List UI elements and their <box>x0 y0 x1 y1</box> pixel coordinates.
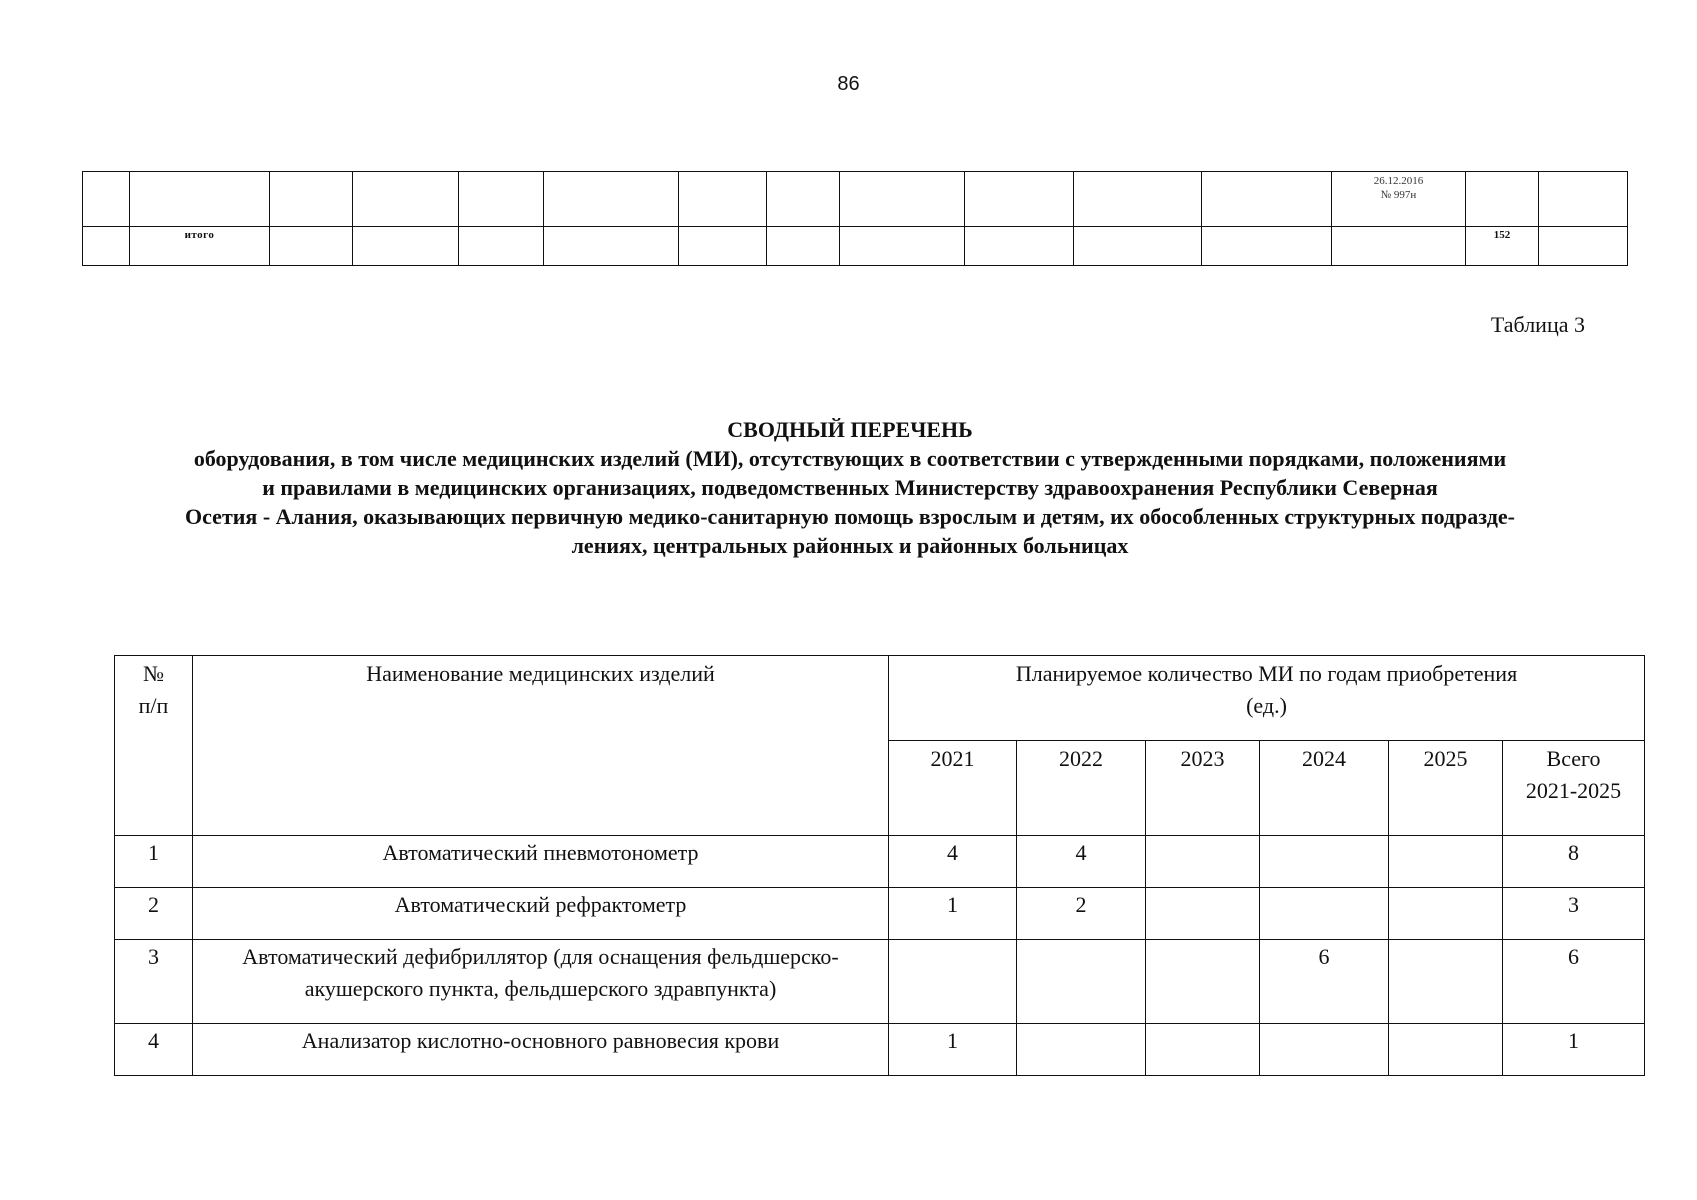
title-line: оборудования, в том числе медицинских изделий (МИ), отсутствующих в соответствии с утвержденными порядками, положениями <box>193 446 1507 471</box>
table-cell <box>840 227 965 266</box>
row-value <box>1389 836 1503 888</box>
row-value <box>1146 1024 1260 1076</box>
table-row <box>115 1024 1645 1076</box>
row-number: 2 <box>115 888 193 940</box>
total-row <box>83 227 1628 266</box>
header-year: 2021 <box>889 741 1017 836</box>
header-planned-quantity: Планируемое количество МИ по годам приобретения (ед.) <box>889 656 1645 741</box>
row-name: Автоматический рефрактометр <box>193 888 889 940</box>
table-cell <box>679 172 767 227</box>
row-value <box>1389 940 1503 1024</box>
page-number: 86 <box>837 73 860 95</box>
row-value: 1 <box>889 888 1017 940</box>
row-number: 4 <box>115 1024 193 1076</box>
table-row <box>115 940 1645 1024</box>
title-line: лениях, центральных районных и районных больницах <box>571 533 1129 558</box>
row-value <box>889 940 1017 1024</box>
row-number: 3 <box>115 940 193 1024</box>
row-value: 4 <box>1017 836 1146 888</box>
row-total: 8 <box>1503 836 1645 888</box>
header-year: 2025 <box>1389 741 1503 836</box>
table-cell <box>1074 172 1202 227</box>
table-cell <box>1202 227 1332 266</box>
row-total: 1 <box>1503 1024 1645 1076</box>
table-cell <box>353 227 459 266</box>
row-name: Автоматический пневмотонометр <box>193 836 889 888</box>
table-cell <box>1332 227 1466 266</box>
table-cell <box>130 172 270 227</box>
previous-table-fragment <box>82 171 1628 266</box>
table-cell <box>459 227 544 266</box>
row-value <box>1017 1024 1146 1076</box>
row-total: 3 <box>1503 888 1645 940</box>
table-cell <box>965 227 1074 266</box>
table-cell <box>1202 172 1332 227</box>
title-line: и правилами в медицинских организациях, подведомственных Министерству здравоохранения Республики Северная <box>262 475 1438 500</box>
row-number: 1 <box>115 836 193 888</box>
table-cell <box>544 227 679 266</box>
table-cell <box>270 227 353 266</box>
table-cell <box>1539 172 1628 227</box>
row-value <box>1017 940 1146 1024</box>
title-heading: СВОДНЫЙ ПЕРЕЧЕНЬ <box>727 417 973 442</box>
table-cell <box>767 227 840 266</box>
row-value <box>1389 1024 1503 1076</box>
row-value: 4 <box>889 836 1017 888</box>
table-cell <box>965 172 1074 227</box>
table-cell <box>353 172 459 227</box>
header-name: Наименование медицинских изделий <box>193 656 889 836</box>
table-header-row <box>115 656 1645 741</box>
table-cell <box>840 172 965 227</box>
row-value <box>1146 836 1260 888</box>
row-value: 2 <box>1017 888 1146 940</box>
table-caption: Таблица 3 <box>1490 312 1585 337</box>
total-label: итого <box>130 227 270 266</box>
table-cell <box>83 172 130 227</box>
table-cell <box>679 227 767 266</box>
table-cell <box>544 172 679 227</box>
row-name: Автоматический дефибриллятор (для оснащения фельдшерско- акушерского пункта, фельдшерского здравпункта) <box>193 940 889 1024</box>
row-value <box>1260 1024 1389 1076</box>
table-row <box>115 888 1645 940</box>
table-cell <box>767 172 840 227</box>
header-year: 2022 <box>1017 741 1146 836</box>
table-cell <box>459 172 544 227</box>
row-value <box>1260 888 1389 940</box>
table-cell <box>83 227 130 266</box>
row-value: 1 <box>889 1024 1017 1076</box>
order-date: 26.12.2016 <box>1373 175 1424 187</box>
table-cell <box>1466 172 1539 227</box>
header-year: 2023 <box>1146 741 1260 836</box>
header-total: Всего 2021-2025 <box>1503 741 1645 836</box>
row-value <box>1260 836 1389 888</box>
row-total: 6 <box>1503 940 1645 1024</box>
order-reference-cell <box>1332 172 1466 227</box>
row-value <box>1146 888 1260 940</box>
row-value: 6 <box>1260 940 1389 1024</box>
header-year: 2024 <box>1260 741 1389 836</box>
header-number: № п/п <box>115 656 193 836</box>
table-cell <box>270 172 353 227</box>
table-cell <box>1074 227 1202 266</box>
table-cell <box>1539 227 1628 266</box>
title-line: Осетия - Алания, оказывающих первичную медико-санитарную помощь взрослым и детям, их обособленных структурных подразде- <box>185 504 1515 529</box>
table-row <box>115 836 1645 888</box>
total-value: 152 <box>1466 227 1539 266</box>
order-number: № 997н <box>1380 189 1417 201</box>
row-name: Анализатор кислотно-основного равновесия крови <box>193 1024 889 1076</box>
table-row <box>83 172 1628 227</box>
row-value <box>1389 888 1503 940</box>
equipment-table <box>114 655 1645 1076</box>
row-value <box>1146 940 1260 1024</box>
document-title <box>100 415 1600 560</box>
